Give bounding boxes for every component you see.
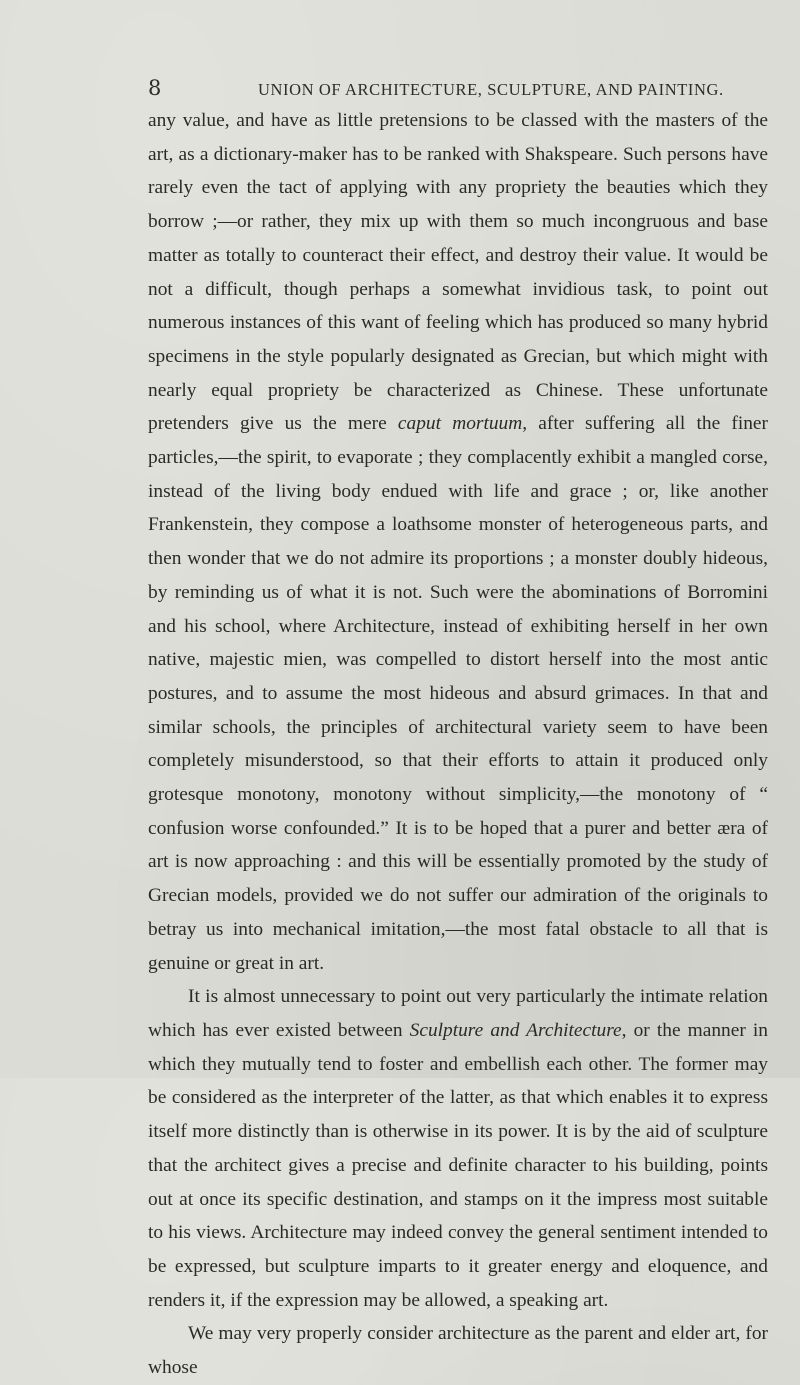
text-segment: any value, and have as little pretensions to be classed with the masters of the art, as a dictionary-maker has to be ranked with Shakspeare. Such persons have rarely even the tact of applying with any propriety the beauties which they borrow ;—or rather, they mix up with them so much incongruous and base matter as totally to counteract their effect, and destroy their value. It would be not a difficult, though perhaps a somewhat invidious task, to point out numerous instances of this want of feeling which has produced so many hybrid specimens in the style popularly designated as Grecian, but which might with nearly equal propriety be characterized as Chinese. These unfortunate pretenders give us the mere [148, 110, 768, 435]
running-title: UNION OF ARCHITECTURE, SCULPTURE, AND PAINTING. [258, 80, 724, 99]
italic-phrase: caput mortuum [397, 413, 523, 435]
text-segment: , after suffering all the finer particles,—the spirit, to evaporate ; they complacently exhibit a mangled corse, instead of the living body endued with life and grace ; or, like another Frankenstein, they compose a loathsome monster of heterogeneous parts, and then wonder that we do not admire its proportions ; a monster doubly hideous, by reminding us of what it is not. Such were the abominations of Borromini and his school, where Architecture, instead of exhibiting herself in her own native, majestic mien, was compelled to distort herself into the most antic postures, and to assume the most hideous and absurd grimaces. In that and similar schools, the principles of architectural variety seem to have been completely misunderstood, so that their efforts to attain it produced only grotesque monotony, monotony without simplicity,—the monotony of “ confusion worse confounded.” It is to be hoped that a purer and better æra of art is now approaching : and this will be essentially promoted by the study of Grecian models, provided we do not suffer our admiration of the originals to betray us into mechanical imitation,—the most fatal obstacle to all that is genuine or great in art. [148, 413, 768, 974]
paragraph [148, 104, 768, 980]
page-number: 8 [148, 76, 162, 100]
text-segment: We may very properly consider architecture as the parent and elder art, for whose [148, 1323, 768, 1379]
text-segment: , or the manner in which they mutually tend to foster and embellish each other. The former may be considered as the interpreter of the latter, as that which enables it to express itself more distinctly than is otherwise in its power. It is by the aid of sculpture that the architect gives a precise and definite character to his building, points out at once its specific destination, and stamps on it the impress most suitable to his views. Architecture may indeed convey the general sentiment intended to be expressed, but sculpture imparts to it greater energy and eloquence, and renders it, if the expression may be allowed, a speaking art. [148, 1019, 768, 1311]
text-segment: It is almost unnecessary to point out very particularly the intimate relation which has ever existed between [148, 986, 768, 1041]
italic-phrase: Sculpture and Architecture [409, 1019, 622, 1041]
body-text [148, 104, 768, 1385]
paragraph [148, 980, 768, 1317]
paragraph [148, 1317, 768, 1384]
